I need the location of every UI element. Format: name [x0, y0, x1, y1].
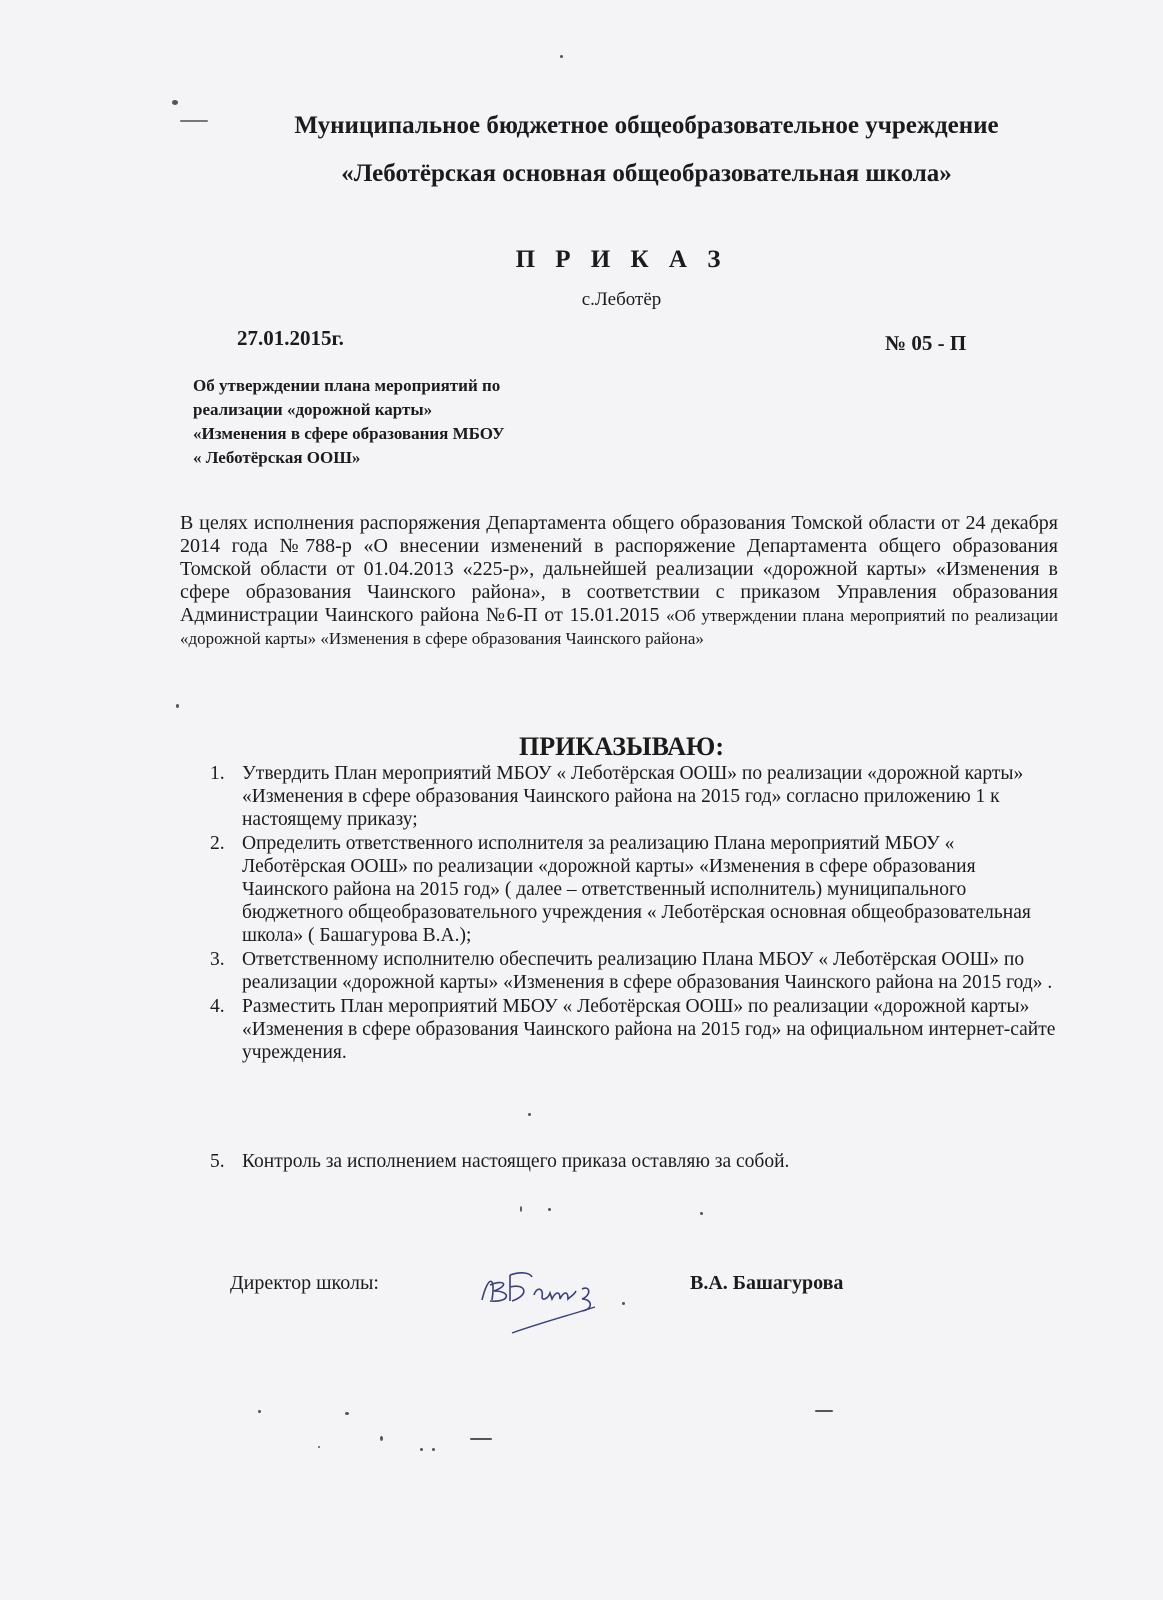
- document-number: № 05 - П: [885, 331, 967, 355]
- scan-speck: [560, 55, 563, 58]
- order-item-number: 2.: [210, 833, 225, 854]
- scan-speck: [528, 1113, 531, 1116]
- scan-speck: [420, 1448, 423, 1451]
- order-item: [210, 948, 1060, 994]
- document-title: П Р И К А З: [515, 246, 728, 273]
- scan-speck: [432, 1448, 435, 1451]
- order-item-text: Контроль за исполнением настоящего приказа оставляю за собой.: [242, 1151, 790, 1172]
- subject-line: « Леботëрская ООШ»: [193, 448, 361, 467]
- order-items-list: [210, 762, 1060, 1065]
- scan-speck: [345, 1412, 349, 1415]
- document-subject: [193, 374, 613, 470]
- scan-speck: [622, 1302, 625, 1305]
- order-item: [210, 995, 1060, 1064]
- director-label: Директор школы:: [230, 1272, 379, 1294]
- document-place: с.Леботëр: [581, 289, 662, 310]
- order-item-control: [210, 1151, 789, 1173]
- scan-speck: [172, 100, 178, 105]
- scan-speck: [520, 1206, 522, 1212]
- order-item: [210, 762, 1060, 831]
- order-item-text: Ответственному исполнителю обеспечить реализацию Плана МБОУ « Леботëрская ООШ» по реализации «дорожной карты» «Изменения в сфере образования Чаинского района на 2015 год» .: [242, 949, 1053, 993]
- subject-line: Об утверждении плана мероприятий по: [193, 376, 501, 395]
- scan-speck: [470, 1438, 492, 1440]
- order-item-text: Разместить План мероприятий МБОУ « Леботëрская ООШ» по реализации «дорожной карты» «Изменения в сфере образования Чаинского района на 2015 год» на официальном интернет-сайте учреждения.: [242, 996, 1056, 1063]
- document-date: 27.01.2015г.: [237, 326, 344, 350]
- order-heading: ПРИКАЗЫВАЮ:: [519, 732, 724, 761]
- scan-speck: [258, 1410, 261, 1413]
- scan-speck: [548, 1208, 551, 1211]
- order-item: [210, 832, 1060, 947]
- director-name: В.А. Башагурова: [690, 1272, 844, 1294]
- subject-line: «Изменения в сфере образования МБОУ: [193, 424, 505, 443]
- order-item-text: Определить ответственного исполнителя за реализацию Плана мероприятий МБОУ « Леботëрская ООШ» по реализации «дорожной карты» «Изменения в сфере образования Чаинского района на 2015 год» ( далее – ответственный исполнитель) муниципального бюджетного общеобразовательного учреждения « Леботëрская основная общеобразовательная школа» ( Башагурова В.А.);: [242, 833, 1031, 946]
- handwritten-signature: [470, 1255, 630, 1345]
- scan-speck: [318, 1446, 320, 1448]
- subject-line: реализации «дорожной карты»: [193, 400, 433, 419]
- order-item-text: Утвердить План мероприятий МБОУ « Леботëрская ООШ» по реализации «дорожной карты» «Изменения в сфере образования Чаинского района на 2015 год» согласно приложению 1 к настоящему приказу;: [242, 763, 1024, 830]
- preamble-paragraph: [180, 512, 1058, 650]
- scan-speck: [815, 1410, 833, 1412]
- scan-speck: [180, 120, 208, 122]
- institution-name-line1: Муниципальное бюджетное общеобразовательное учреждение: [294, 112, 999, 139]
- order-item-number: 4.: [210, 996, 225, 1017]
- preamble-main-text: В целях исполнения распоряжения Департамента общего образования Томской области от 24 декабря 2014 года №788-р «О внесении изменений в распоряжение Департамента общего образования Томской области от 01.04.2013 «225-р», дальнейшей реализации «дорожной карты» «Изменения в сфере образования Чаинского района», в соответствии с приказом Управления образования Администрации Чаинского района №6-П от 15.01.2015: [180, 512, 1058, 626]
- order-item-number: 5.: [210, 1151, 225, 1172]
- scan-speck: [700, 1212, 703, 1215]
- institution-name-line2: «Леботëрская основная общеобразовательная школа»: [341, 160, 952, 187]
- scan-speck: [380, 1436, 383, 1441]
- preamble-order-title: «Об утверждении плана мероприятий по реализации «дорожной карты» «Изменения в сфере образования Чаинского района»: [180, 606, 1058, 648]
- scan-speck: [176, 704, 179, 708]
- order-item-number: 3.: [210, 949, 225, 970]
- order-item-number: 1.: [210, 763, 225, 784]
